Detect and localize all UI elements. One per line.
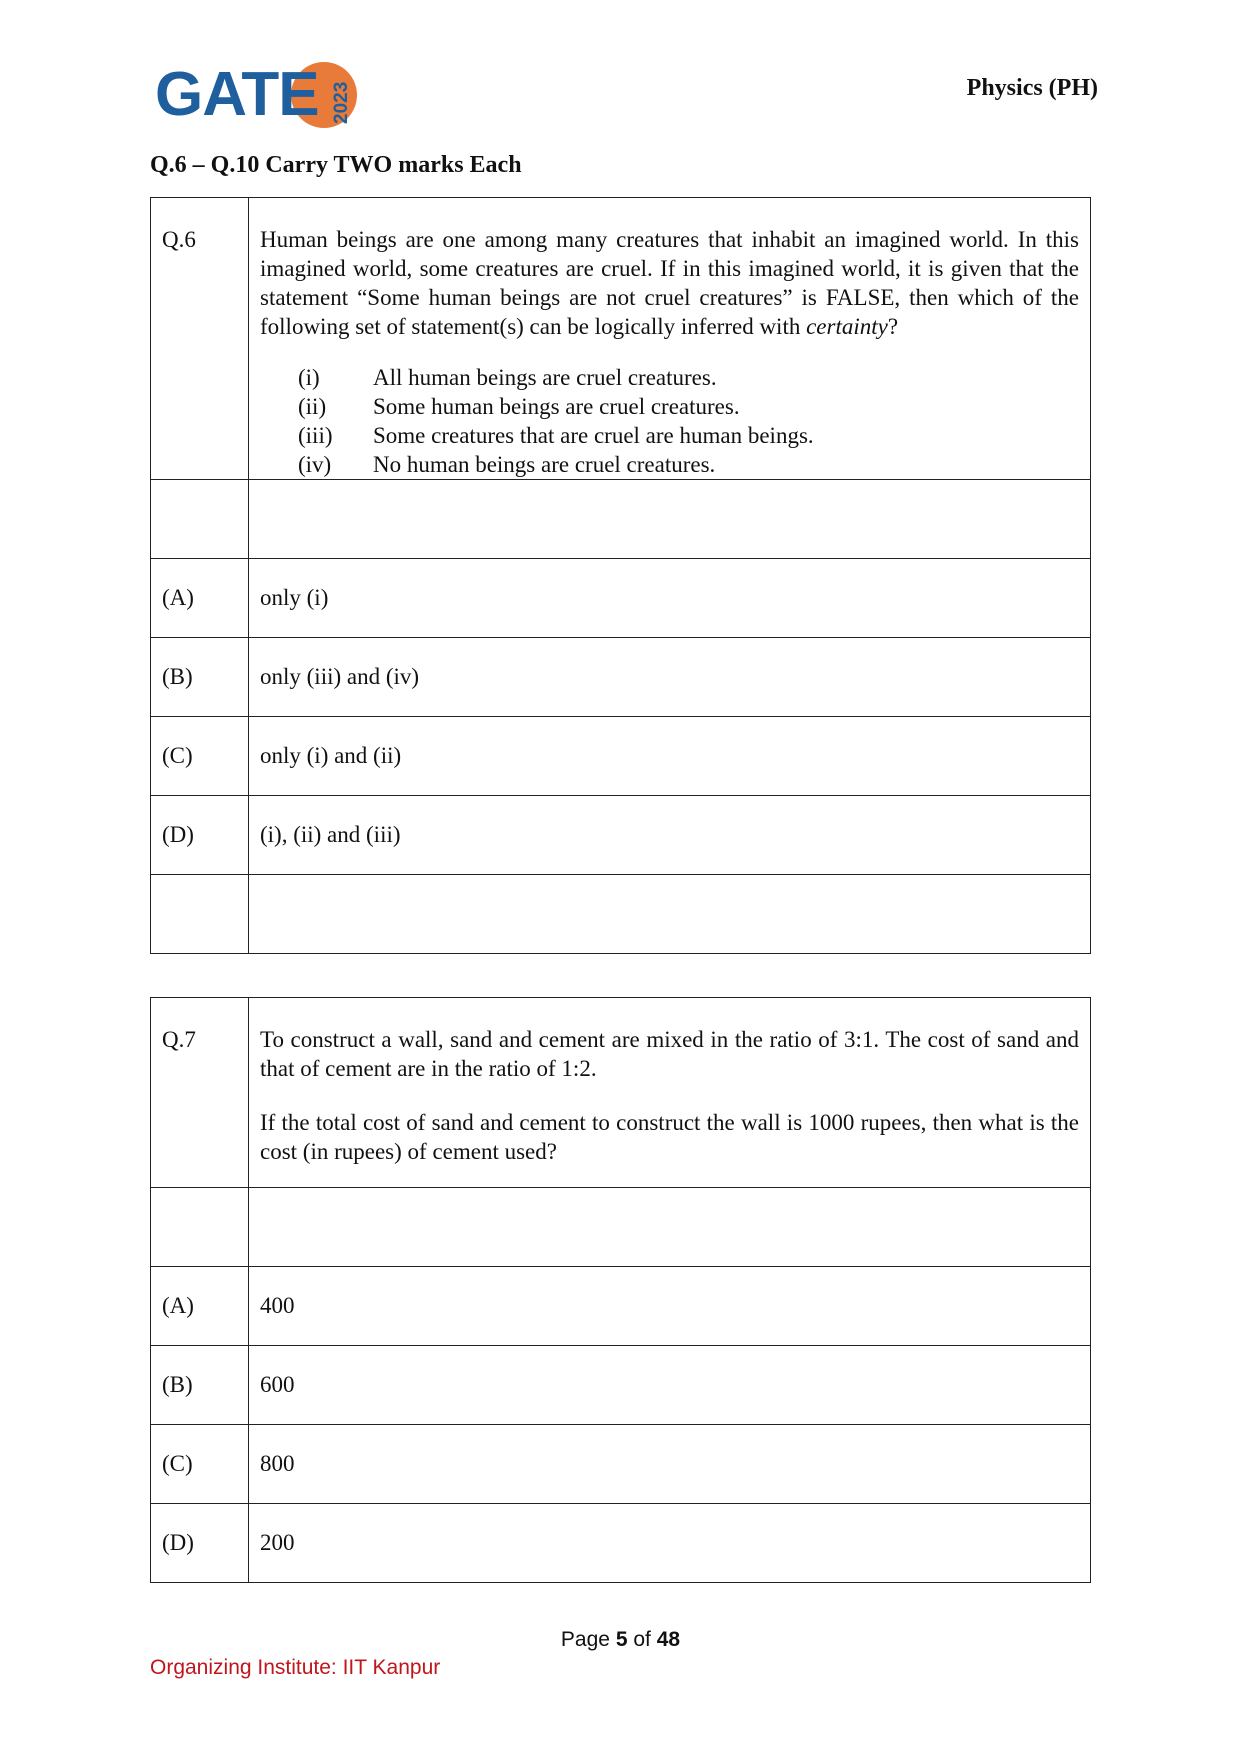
- option-row-b: [151, 1346, 1091, 1425]
- option-row-c: [151, 1425, 1091, 1504]
- subject-title: Physics (PH): [966, 75, 1098, 101]
- statement-number: (i): [298, 365, 320, 390]
- statement-number: (ii): [298, 394, 327, 419]
- gate-logo: [155, 60, 360, 132]
- option-row-d: [151, 1504, 1091, 1583]
- statement-text: Some creatures that are cruel are human beings.: [373, 423, 814, 448]
- option-label: (B): [151, 1346, 249, 1425]
- question-number: Q.7: [162, 1027, 196, 1052]
- statement-text: No human beings are cruel creatures.: [373, 452, 716, 477]
- question-row: [151, 198, 1091, 480]
- page-total: 48: [656, 1628, 681, 1651]
- statement-list: [298, 363, 1079, 479]
- statement-text: Some human beings are cruel creatures.: [373, 394, 740, 419]
- option-text: 800: [249, 1425, 1091, 1504]
- blank-row: [151, 1188, 1091, 1267]
- statement-item: [298, 421, 1079, 450]
- section-title: Q.6 – Q.10 Carry TWO marks Each: [150, 152, 522, 178]
- option-row-b: [151, 638, 1091, 717]
- option-label: (C): [151, 717, 249, 796]
- organizer-text: Organizing Institute: IIT Kanpur: [150, 1656, 441, 1679]
- statement-number: (iv): [298, 452, 332, 477]
- option-row-c: [151, 717, 1091, 796]
- option-row-a: [151, 559, 1091, 638]
- blank-row: [151, 480, 1091, 559]
- option-text: only (i) and (ii): [249, 717, 1091, 796]
- statement-item: [298, 392, 1079, 421]
- option-text: 400: [249, 1267, 1091, 1346]
- option-label: (C): [151, 1425, 249, 1504]
- option-text: 200: [249, 1504, 1091, 1583]
- option-text: 600: [249, 1346, 1091, 1425]
- page-prefix: Page: [560, 1628, 610, 1651]
- question-text-emphasis: certainty: [806, 314, 888, 339]
- page-current: 5: [615, 1628, 628, 1651]
- question-6-table: [150, 197, 1091, 954]
- question-text-end: ?: [887, 314, 899, 339]
- option-label: (D): [151, 796, 249, 875]
- option-text: only (i): [249, 559, 1091, 638]
- question-paragraph-2: If the total cost of sand and cement to construct the wall is 1000 rupees, then what is the cost (in rupees) of cement used?: [260, 1110, 1079, 1164]
- logo-year: 2023: [331, 81, 352, 124]
- option-label: (A): [151, 559, 249, 638]
- option-row-d: [151, 796, 1091, 875]
- question-number: Q.6: [162, 227, 196, 252]
- question-text: [260, 225, 1079, 341]
- page-of: of: [633, 1628, 651, 1651]
- option-label: (A): [151, 1267, 249, 1346]
- question-paragraph-1: To construct a wall, sand and cement are mixed in the ratio of 3:1. The cost of sand and that of cement are in the ratio of 1:2.: [260, 1027, 1079, 1081]
- logo-text: GATE: [155, 60, 319, 129]
- option-text: only (iii) and (iv): [249, 638, 1091, 717]
- option-label: (B): [151, 638, 249, 717]
- statement-text: All human beings are cruel creatures.: [373, 365, 717, 390]
- blank-row: [151, 875, 1091, 954]
- page-number: [0, 1628, 1241, 1652]
- statement-item: [298, 450, 1079, 479]
- statement-number: (iii): [298, 423, 333, 448]
- question-row: [151, 998, 1091, 1188]
- question-number-cell: [151, 998, 249, 1188]
- question-text-main: Human beings are one among many creatures that inhabit an imagined world. In this imagined world, some creatures are cruel. If in this imagined world, it is given that the statement “Some human beings are not cruel creatures” is FALSE, then which of the following set of statement(s) can be logically inferred with: [260, 227, 1079, 339]
- question-text: [260, 1025, 1079, 1166]
- question-number-cell: [151, 198, 249, 480]
- question-7-table: [150, 997, 1091, 1583]
- question-text-cell: [249, 998, 1091, 1188]
- statement-item: [298, 363, 1079, 392]
- option-text: (i), (ii) and (iii): [249, 796, 1091, 875]
- question-text-cell: [249, 198, 1091, 480]
- option-row-a: [151, 1267, 1091, 1346]
- option-label: (D): [151, 1504, 249, 1583]
